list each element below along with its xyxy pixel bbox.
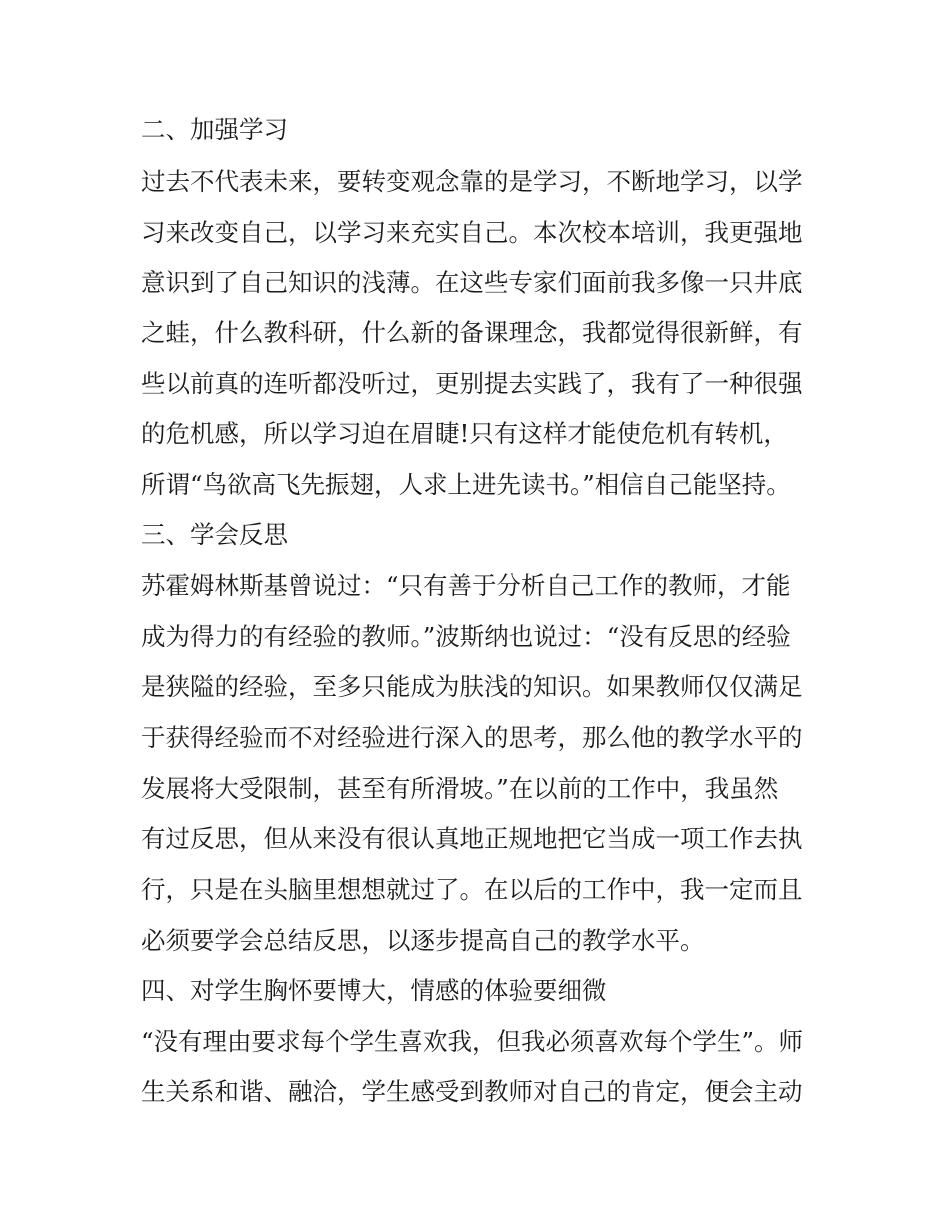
paragraph-line: 些以前真的连听都没听过，更别提去实践了，我有了一种很强 [141, 369, 803, 398]
paragraph-line: 的危机感，所以学习迫在眉睫!只有这样才能使危机有转机， [141, 419, 788, 448]
paragraph-line: 是狭隘的经验，至多只能成为肤浅的知识。如果教师仅仅满足 [141, 672, 803, 701]
paragraph-line: 成为得力的有经验的教师。”波斯纳也说过：“没有反思的经验 [141, 622, 791, 651]
paragraph-line: 行，只是在头脑里想想就过了。在以后的工作中，我一定而且 [141, 875, 803, 904]
paragraph-line: 意识到了自己知识的浅薄。在这些专家们面前我多像一只井底 [141, 268, 803, 297]
paragraph-line: 苏霍姆林斯基曾说过：“只有善于分析自己工作的教师，才能 [141, 571, 791, 600]
paragraph-line: 生关系和谐、融洽，学生感受到教师对自己的肯定，便会主动 [141, 1077, 803, 1106]
heading-section-4: 四、对学生胸怀要博大，情感的体验要细微 [141, 976, 607, 1005]
paragraph-line: 习来改变自己，以学习来充实自己。本次校本培训，我更强地 [141, 218, 803, 247]
paragraph-line: 有过反思，但从来没有很认真地正规地把它当成一项工作去执 [141, 824, 803, 853]
paragraph-line: 于获得经验而不对经验进行深入的思考，那么他的教学水平的 [141, 723, 803, 752]
heading-section-3: 三、学会反思 [141, 520, 288, 549]
paragraph-line: 过去不代表未来，要转变观念靠的是学习，不断地学习，以学 [141, 167, 803, 196]
paragraph-line: 所谓“鸟欲高飞先振翅，人求上进先读书。”相信自己能坚持。 [141, 470, 791, 499]
paragraph-line: “没有理由要求每个学生喜欢我，但我必须喜欢每个学生”。师 [141, 1027, 804, 1056]
paragraph-line: 发展将大受限制，甚至有所滑坡。”在以前的工作中，我虽然 [141, 774, 779, 803]
heading-section-2: 二、加强学习 [141, 115, 288, 144]
paragraph-line: 必须要学会总结反思，以逐步提高自己的教学水平。 [141, 926, 705, 955]
paragraph-line: 之蛙，什么教科研，什么新的备课理念，我都觉得很新鲜，有 [141, 318, 803, 347]
